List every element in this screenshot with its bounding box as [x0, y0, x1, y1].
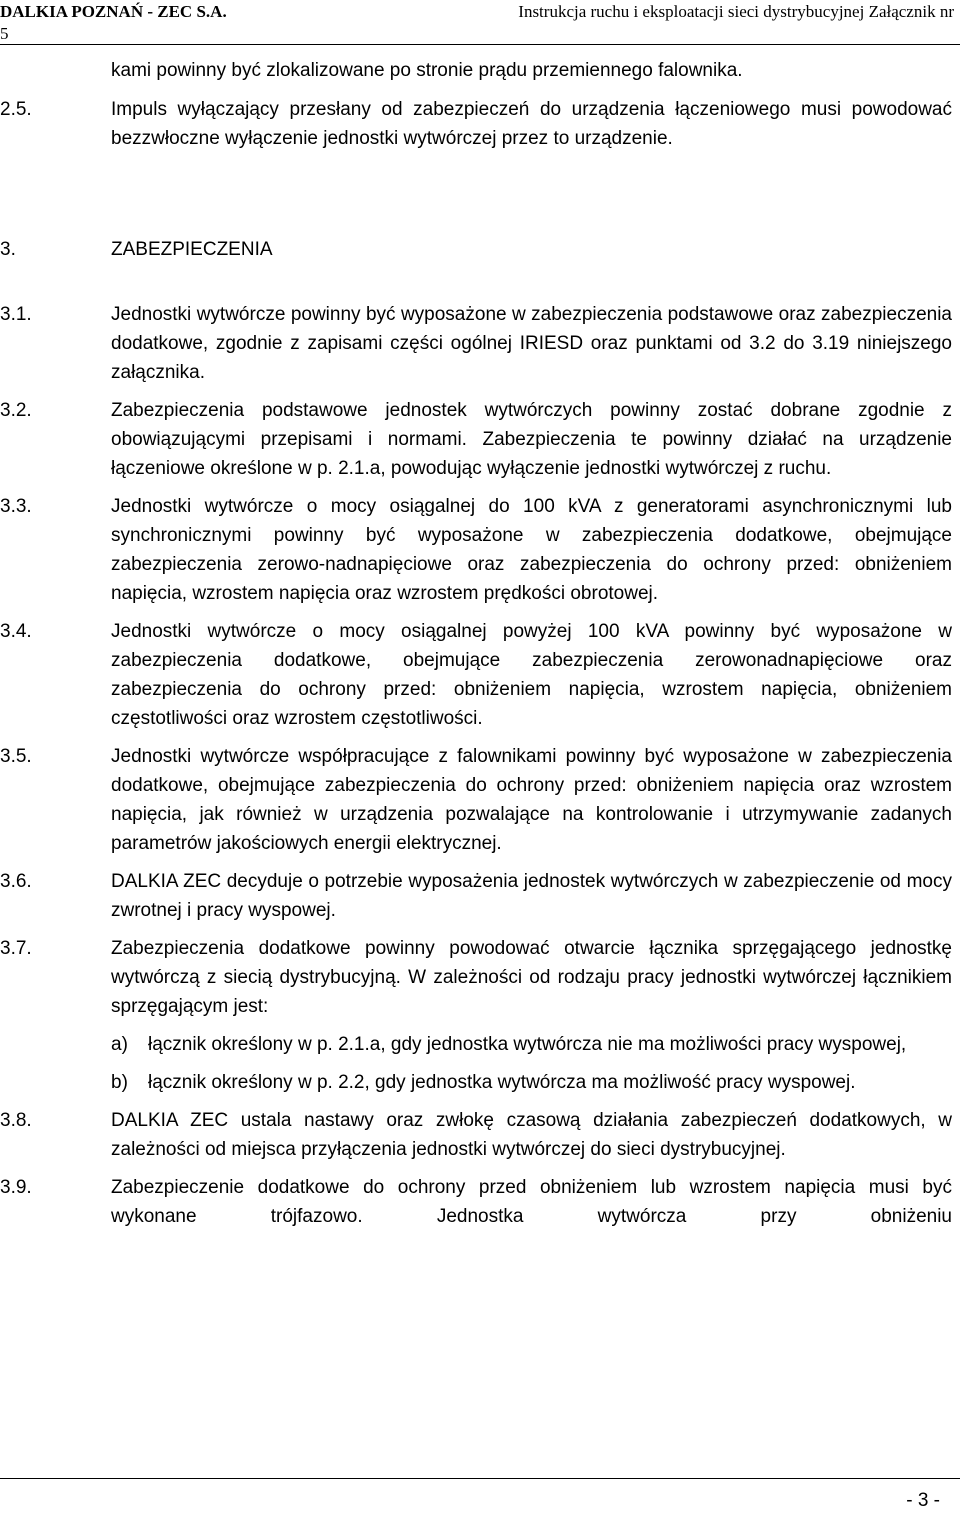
paragraph-number: 3.8. [0, 1110, 32, 1131]
header-divider [0, 44, 960, 45]
paragraph-3-9 [0, 1173, 952, 1231]
paragraph-number: 2.5. [0, 99, 32, 120]
list-item-text: łącznik określony w p. 2.2, gdy jednostka wytwórcza ma możliwość pracy wyspowej. [148, 1072, 856, 1093]
paragraph-text: DALKIA ZEC ustala nastawy oraz zwłokę czasową działania zabezpieczeń dodatkowych, w zależności od miejsca przyłączenia jednostki wytwórczej do sieci dystrybucyjnej. [111, 1110, 952, 1160]
paragraph-3-8 [0, 1106, 952, 1164]
paragraph-3-1 [0, 300, 952, 387]
list-letter: a) [111, 1034, 128, 1055]
section-heading [0, 235, 952, 264]
paragraph-text: Zabezpieczenie dodatkowe do ochrony przed obniżeniem lub wzrostem napięcia musi być wykonane trójfazowo. Jednostka wytwórcza przy obniżeniu [111, 1177, 952, 1227]
paragraph-text: Jednostki wytwórcze o mocy osiągalnej powyżej 100 kVA powinny być wyposażone w zabezpieczenia dodatkowe, obejmujące zabezpieczenia zerowonadnapięciowe oraz zabezpieczenia do ochrony przed: obniżeniem napięcia, wzrostem napięcia, obniżeniem częstotliwości oraz wzrostem częstotliwości. [111, 621, 952, 729]
document-body [0, 56, 952, 1231]
list-item-text: łącznik określony w p. 2.1.a, gdy jednostka wytwórcza nie ma możliwości pracy wyspowej, [148, 1034, 907, 1055]
paragraph-number: 3.4. [0, 621, 32, 642]
paragraph-text: Jednostki wytwórcze o mocy osiągalnej do 100 kVA z generatorami asynchronicznymi lub synchronicznymi powinny być wyposażone w zabezpieczenia dodatkowe, obejmujące zabezpieczenia zerowo-nadnapięciowe oraz zabezpieczenia do ochrony przed: obniżeniem napięcia, wzrostem napięcia oraz wzrostem prędkości obrotowej. [111, 496, 952, 604]
section-number: 3. [0, 239, 16, 260]
paragraph-number: 3.9. [0, 1177, 32, 1198]
list-letter: b) [111, 1072, 128, 1093]
company-name: DALKIA POZNAŃ - ZEC S.A. [0, 2, 227, 21]
paragraph-number: 3.7. [0, 938, 32, 959]
paragraph-text: DALKIA ZEC decyduje o potrzebie wyposażenia jednostek wytwórczych w zabezpieczenie od mocy zwrotnej i pracy wyspowej. [111, 871, 952, 921]
paragraph-text: Jednostki wytwórcze współpracujące z falownikami powinny być wyposażone w zabezpieczenia dodatkowe, obejmujące zabezpieczenia do ochrony przed: obniżeniem napięcia oraz wzrostem napięcia, jak również w urządzenia pozwalające na kontrolowanie i utrzymywanie zadanych parametrów jakościowych energii elektrycznej. [111, 746, 952, 854]
continuation-paragraph [0, 56, 952, 85]
paragraph-number: 3.3. [0, 496, 32, 517]
page-number: - 3 - [906, 1490, 940, 1511]
section-title: ZABEZPIECZENIA [111, 239, 273, 260]
footer-divider [0, 1478, 960, 1479]
list-item-b [111, 1068, 952, 1097]
paragraph-3-3 [0, 492, 952, 608]
document-title: Instrukcja ruchu i eksploatacji sieci dystrybucyjnej Załącznik nr [518, 2, 954, 21]
paragraph-number: 3.6. [0, 871, 32, 892]
paragraph-3-7 [0, 934, 952, 1097]
list-item-a [111, 1030, 952, 1059]
paragraph-3-6 [0, 867, 952, 925]
paragraph-2-5 [0, 95, 952, 153]
paragraph-number: 3.2. [0, 400, 32, 421]
paragraph-text: Zabezpieczenia dodatkowe powinny powodować otwarcie łącznika sprzęgającego jednostkę wytwórczą z siecią dystrybucyjną. W zależności od rodzaju pracy jednostki wytwórczej łącznikiem sprzęgającym jest: [111, 938, 952, 1017]
paragraph-3-5 [0, 742, 952, 858]
paragraph-text: Impuls wyłączający przesłany od zabezpieczeń do urządzenia łączeniowego musi powodować bezzwłoczne wyłączenie jednostki wytwórczej przez to urządzenie. [111, 99, 952, 149]
paragraph-number: 3.5. [0, 746, 32, 767]
paragraph-text: Jednostki wytwórcze powinny być wyposażone w zabezpieczenia podstawowe oraz zabezpieczenia dodatkowe, zgodnie z zapisami części ogólnej IRIESD oraz punktami od 3.2 do 3.19 niniejszego załącznika. [111, 304, 952, 383]
paragraph-3-4 [0, 617, 952, 733]
paragraph-text: Zabezpieczenia podstawowe jednostek wytwórczych powinny zostać dobrane zgodnie z obowiązującymi przepisami i normami. Zabezpieczenia te powinny działać na urządzenie łączeniowe określone w p. 2.1.a, powodując wyłączenie jednostki wytwórczej z ruchu. [111, 400, 952, 479]
paragraph-number: 3.1. [0, 304, 32, 325]
paragraph-3-2 [0, 396, 952, 483]
header-annex-number: 5 [0, 24, 9, 43]
paragraph-text: kami powinny być zlokalizowane po stronie prądu przemiennego falownika. [111, 60, 743, 81]
